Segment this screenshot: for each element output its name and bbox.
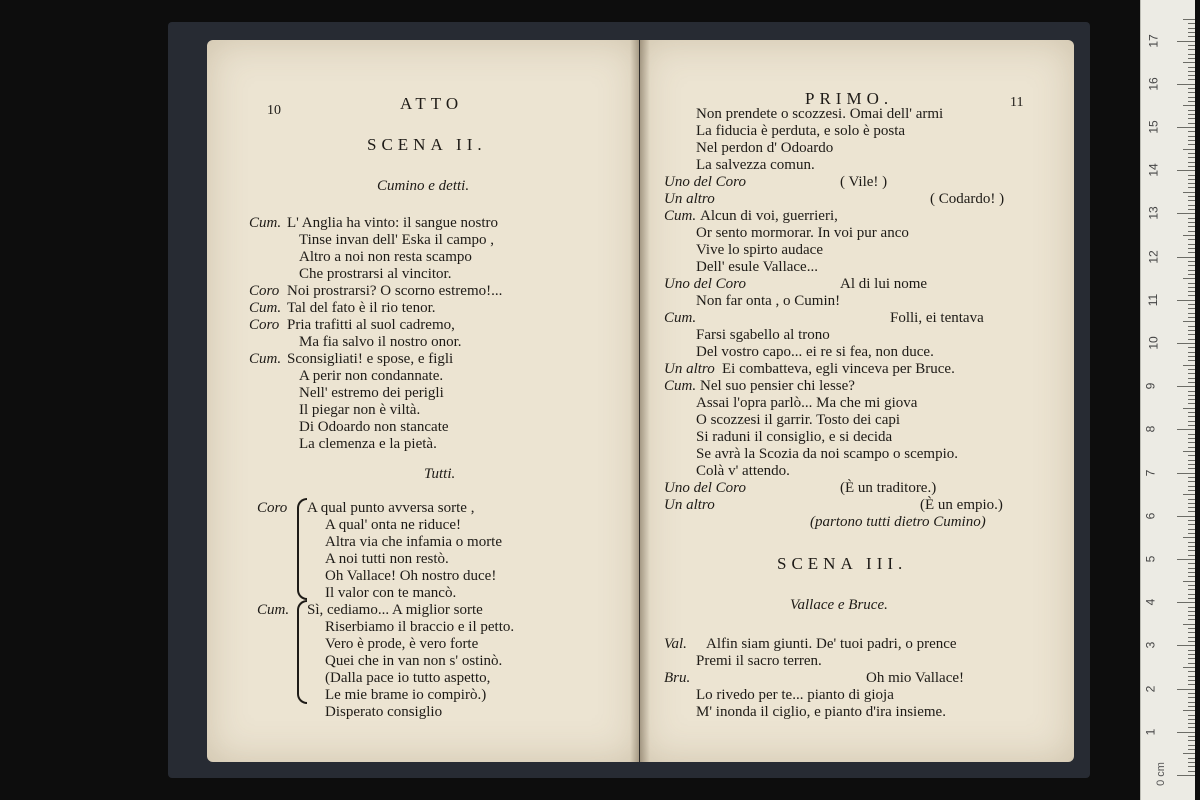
ruler-tick — [1177, 775, 1195, 776]
ruler-number: 1 — [1143, 728, 1158, 736]
verse-line: A qual' onta ne riduce! — [325, 517, 461, 533]
ruler-tick — [1183, 581, 1195, 582]
ruler-tick — [1188, 460, 1195, 461]
verse-line: Oh Vallace! Oh nostro duce! — [325, 568, 497, 584]
ruler-tick — [1188, 248, 1195, 249]
ruler-tick — [1188, 45, 1195, 46]
verse-line: Or sento mormorar. In voi pur anco — [696, 225, 909, 241]
verse-line: Premi il sacro terren. — [696, 653, 822, 669]
verse-line: Il valor con te mancò. — [325, 585, 457, 601]
ruler-tick — [1188, 632, 1195, 633]
ruler-tick — [1188, 503, 1195, 504]
ruler-tick — [1188, 274, 1195, 275]
verse-line: La salvezza comun. — [696, 157, 815, 173]
verse-line: Nel perdon d' Odoardo — [696, 140, 834, 156]
ruler-tick — [1188, 447, 1195, 448]
ruler-tick — [1188, 205, 1195, 206]
verse-line: Disperato consiglio — [325, 704, 443, 720]
ruler-tick — [1188, 97, 1195, 98]
ruler-tick — [1188, 36, 1195, 37]
ruler-tick — [1188, 533, 1195, 534]
verse-line: Riserbiamo il braccio e il petto. — [325, 619, 515, 635]
ruler-tick — [1183, 192, 1195, 193]
ruler-tick — [1188, 693, 1195, 694]
ruler-tick — [1188, 455, 1195, 456]
ruler-tick — [1177, 300, 1195, 301]
ruler-tick — [1188, 92, 1195, 93]
ruler-tick — [1188, 326, 1195, 327]
ruler-tick — [1188, 637, 1195, 638]
ruler-tick — [1183, 408, 1195, 409]
ruler-tick — [1188, 347, 1195, 348]
running-head: PRIMO. — [805, 89, 894, 108]
speaker-label: Val. — [664, 636, 687, 652]
ruler-tick — [1188, 611, 1195, 612]
ruler-tick — [1188, 442, 1195, 443]
ruler-tick — [1183, 710, 1195, 711]
ruler-tick — [1188, 486, 1195, 487]
verse-line: Folli, ei tentava — [890, 310, 984, 326]
ruler-tick — [1188, 563, 1195, 564]
verse-line: Noi prostrarsi? O scorno estremo!... — [287, 283, 503, 299]
ruler-tick — [1183, 365, 1195, 366]
verse-line: Nell' estremo dei perigli — [299, 385, 444, 401]
ruler-tick — [1188, 671, 1195, 672]
ruler-tick — [1188, 110, 1195, 111]
ruler-tick — [1188, 391, 1195, 392]
ruler-tick — [1188, 511, 1195, 512]
ruler-number: 3 — [1143, 642, 1158, 649]
ruler-tick — [1183, 235, 1195, 236]
ruler-tick — [1177, 386, 1195, 387]
speaker-label: Cum. — [249, 300, 282, 316]
ruler-tick — [1188, 727, 1195, 728]
speaker-label: Cum. — [257, 602, 290, 618]
ruler-tick — [1188, 585, 1195, 586]
ruler-tick — [1188, 663, 1195, 664]
ruler-tick — [1177, 559, 1195, 560]
verse-line: Se avrà la Scozia da noi scampo o scempio. — [696, 446, 959, 462]
ruler-tick — [1188, 131, 1195, 132]
ruler-tick — [1188, 499, 1195, 500]
ruler-tick — [1188, 153, 1195, 154]
ruler-tick — [1188, 334, 1195, 335]
ruler-tick — [1183, 149, 1195, 150]
ruler-tick — [1177, 645, 1195, 646]
verse-line: La fiducia è perduta, e solo è posta — [696, 123, 906, 139]
verse-line: Vive lo spirto audace — [696, 242, 823, 258]
ruler-tick — [1188, 54, 1195, 55]
ruler-tick — [1188, 304, 1195, 305]
speaker-label: Cum. — [664, 310, 697, 326]
ruler-tick — [1177, 732, 1195, 733]
ruler-tick — [1188, 520, 1195, 521]
ruler-unit: 0 cm — [1154, 762, 1167, 786]
ruler-tick — [1188, 438, 1195, 439]
ruler-tick — [1188, 546, 1195, 547]
ruler-tick — [1177, 473, 1195, 474]
ruler-tick — [1188, 23, 1195, 24]
ruler-number: 6 — [1143, 512, 1158, 520]
ruler-tick — [1183, 321, 1195, 322]
verse-line: L' Anglia ha vinto: il sangue nostro — [287, 215, 499, 231]
ruler-tick — [1188, 28, 1195, 29]
ruler-tick — [1183, 62, 1195, 63]
ruler-tick — [1177, 257, 1195, 258]
ruler-tick — [1188, 719, 1195, 720]
ruler-tick — [1188, 758, 1195, 759]
ruler-tick — [1188, 287, 1195, 288]
ruler-tick — [1188, 403, 1195, 404]
speaker-label: Un altro — [664, 497, 715, 513]
ruler-tick — [1188, 231, 1195, 232]
ruler-tick — [1188, 369, 1195, 370]
verse-line: Oh mio Vallace! — [866, 670, 965, 686]
page-number: 11 — [1010, 95, 1024, 110]
ruler-tick — [1188, 352, 1195, 353]
ruler-tick — [1188, 676, 1195, 677]
speaker-label: Cum. — [249, 351, 282, 367]
speaker-label: Uno del Coro — [664, 174, 746, 190]
ruler-number: 9 — [1143, 382, 1158, 390]
verse-line: Lo rivedo per te... pianto di gioja — [696, 687, 894, 703]
ruler-tick — [1188, 183, 1195, 184]
ruler-tick — [1188, 723, 1195, 724]
verse-line: (È un traditore.) — [840, 480, 937, 496]
verse-line: (È un empio.) — [920, 497, 1003, 513]
ruler-tick — [1188, 244, 1195, 245]
ruler-tick — [1188, 745, 1195, 746]
ruler-tick — [1188, 529, 1195, 530]
scene-title: SCENA II. — [367, 135, 487, 154]
ruler-tick — [1188, 330, 1195, 331]
verse-brace — [297, 498, 307, 600]
verse-line: Ei combatteva, egli vinceva per Bruce. — [722, 361, 955, 377]
ruler-tick — [1188, 706, 1195, 707]
ruler-tick — [1188, 283, 1195, 284]
verse-line: Del vostro capo... ei re si fea, non duce. — [696, 344, 934, 360]
ruler-tick — [1188, 736, 1195, 737]
ruler-tick — [1188, 658, 1195, 659]
ruler-tick — [1188, 749, 1195, 750]
ruler-tick — [1188, 123, 1195, 124]
ruler-tick — [1188, 261, 1195, 262]
verse-line: Di Odoardo non stancate — [299, 419, 449, 435]
ruler-tick — [1188, 356, 1195, 357]
ruler-tick — [1188, 270, 1195, 271]
verse-line: Sconsigliati! e spose, e figli — [287, 351, 454, 367]
verse-line: Il piegar non è viltà. — [299, 402, 421, 418]
verse-line: Tal del fato è il rio tenor. — [287, 300, 436, 316]
verse-line: (Dalla pace io tutto aspetto, — [325, 670, 491, 686]
ruler-tick — [1188, 75, 1195, 76]
ruler-number: 11 — [1146, 293, 1161, 307]
ruler-tick — [1188, 619, 1195, 620]
ruler-tick — [1188, 762, 1195, 763]
verse-line: Colà v' attendo. — [696, 463, 790, 479]
ruler-tick — [1188, 58, 1195, 59]
ruler-tick — [1188, 542, 1195, 543]
verse-line: Pria trafitti al suol cadremo, — [287, 317, 455, 333]
verse-line: A perir non condannate. — [299, 368, 444, 384]
ruler-tick — [1188, 32, 1195, 33]
ruler-tick — [1183, 494, 1195, 495]
ruler-tick — [1188, 594, 1195, 595]
verse-line: Ma fia salvo il nostro onor. — [299, 334, 462, 350]
ruler-tick — [1183, 667, 1195, 668]
verse-line: Al di lui nome — [840, 276, 928, 292]
speaker-label: Cum. — [664, 378, 697, 394]
tutti-label: Tutti. — [424, 466, 456, 482]
ruler-number: 5 — [1143, 555, 1158, 563]
verse-line: Altro a noi non resta scampo — [299, 249, 472, 265]
ruler-tick — [1188, 576, 1195, 577]
ruler-tick — [1188, 291, 1195, 292]
speaker-label: Cum. — [249, 215, 282, 231]
book-gutter — [630, 40, 650, 762]
ruler-tick — [1177, 516, 1195, 517]
ruler-tick — [1188, 265, 1195, 266]
ruler-tick — [1188, 179, 1195, 180]
ruler-tick — [1188, 101, 1195, 102]
ruler-tick — [1188, 373, 1195, 374]
ruler-tick — [1188, 607, 1195, 608]
speaker-label: Cum. — [664, 208, 697, 224]
ruler-tick — [1188, 187, 1195, 188]
ruler-tick — [1188, 157, 1195, 158]
verse-line: Le mie brame io compirò.) — [325, 687, 487, 703]
ruler-tick — [1177, 689, 1195, 690]
ruler-tick — [1188, 740, 1195, 741]
verse-line: Dell' esule Vallace... — [696, 259, 818, 275]
scene-cast: Cumino e detti. — [377, 178, 470, 194]
ruler-tick — [1188, 641, 1195, 642]
ruler-tick — [1188, 200, 1195, 201]
ruler-tick — [1188, 524, 1195, 525]
speaker-label: Un altro — [664, 191, 715, 207]
ruler-tick — [1188, 317, 1195, 318]
ruler-tick — [1188, 140, 1195, 141]
ruler-tick — [1188, 421, 1195, 422]
ruler-tick — [1188, 481, 1195, 482]
ruler-tick — [1188, 702, 1195, 703]
ruler-tick — [1188, 162, 1195, 163]
ruler-tick — [1188, 136, 1195, 137]
scene-cast: Vallace e Bruce. — [790, 597, 888, 613]
verse-line: Altra via che infamia o morte — [325, 534, 503, 550]
speaker-label: Bru. — [664, 670, 691, 686]
ruler-tick — [1183, 105, 1195, 106]
ruler-tick — [1188, 468, 1195, 469]
ruler-tick — [1188, 477, 1195, 478]
ruler-tick — [1177, 41, 1195, 42]
ruler-tick — [1177, 127, 1195, 128]
ruler-number: 16 — [1146, 77, 1161, 91]
verse-line: A qual punto avversa sorte , — [307, 500, 475, 516]
verse-line: Non prendete o scozzesi. Omai dell' armi — [696, 106, 944, 122]
ruler-tick — [1183, 278, 1195, 279]
ruler-tick — [1183, 753, 1195, 754]
ruler-tick — [1188, 88, 1195, 89]
ruler-tick — [1188, 378, 1195, 379]
ruler-tick — [1188, 144, 1195, 145]
verse-line: Vero è prode, è vero forte — [325, 636, 479, 652]
ruler-tick — [1177, 602, 1195, 603]
ruler-tick — [1188, 360, 1195, 361]
speaker-label: Coro — [257, 500, 288, 516]
ruler-tick — [1188, 412, 1195, 413]
ruler-tick — [1188, 416, 1195, 417]
ruler-number: 12 — [1146, 249, 1161, 264]
stage-direction: (partono tutti dietro Cumino) — [810, 514, 986, 530]
ruler-tick — [1188, 118, 1195, 119]
ruler-tick — [1188, 166, 1195, 167]
ruler-tick — [1183, 19, 1195, 20]
ruler-tick — [1188, 464, 1195, 465]
ruler-tick — [1188, 308, 1195, 309]
ruler-tick — [1177, 429, 1195, 430]
ruler-tick — [1188, 295, 1195, 296]
ruler-tick — [1188, 425, 1195, 426]
ruler-tick — [1188, 628, 1195, 629]
ruler-tick — [1188, 490, 1195, 491]
ruler-number: 7 — [1143, 469, 1158, 476]
verse-brace — [297, 600, 307, 704]
ruler-tick — [1188, 572, 1195, 573]
verse-line: Alfin siam giunti. De' tuoi padri, o prence — [706, 636, 957, 652]
ruler-number: 13 — [1146, 206, 1161, 221]
verse-line: ( Vile! ) — [840, 174, 888, 190]
ruler-tick — [1188, 684, 1195, 685]
ruler-tick — [1188, 222, 1195, 223]
ruler-tick — [1177, 213, 1195, 214]
ruler-tick — [1177, 343, 1195, 344]
verse-line: O scozzesi il garrir. Tosto dei capi — [696, 412, 901, 428]
ruler-tick — [1188, 114, 1195, 115]
ruler-tick — [1188, 239, 1195, 240]
ruler-tick — [1188, 71, 1195, 72]
ruler-tick — [1188, 589, 1195, 590]
ruler-tick — [1183, 537, 1195, 538]
ruler-tick — [1188, 79, 1195, 80]
ruler-number: 14 — [1146, 163, 1161, 177]
ruler-tick — [1188, 555, 1195, 556]
verse-line: Tinse invan dell' Eska il campo , — [299, 232, 495, 248]
ruler-number: 8 — [1143, 426, 1158, 433]
ruler-tick — [1188, 680, 1195, 681]
ruler-tick — [1177, 170, 1195, 171]
ruler-number: 2 — [1143, 685, 1158, 692]
ruler-tick — [1188, 550, 1195, 551]
ruler-tick — [1188, 395, 1195, 396]
ruler-tick — [1183, 451, 1195, 452]
speaker-label: Un altro — [664, 361, 715, 377]
ruler-tick — [1188, 196, 1195, 197]
verse-line: La clemenza e la pietà. — [299, 436, 437, 452]
ruler-tick — [1188, 339, 1195, 340]
ruler-tick — [1188, 507, 1195, 508]
ruler-tick — [1188, 382, 1195, 383]
speaker-label: Uno del Coro — [664, 480, 746, 496]
page-number: 10 — [267, 103, 281, 118]
ruler-tick — [1188, 715, 1195, 716]
ruler-tick — [1188, 598, 1195, 599]
right-page — [640, 40, 1074, 762]
verse-line: Quei che in van non s' ostinò. — [325, 653, 503, 669]
verse-line: Assai l'opra parlò... Ma che mi giova — [696, 395, 918, 411]
speaker-label: Coro — [249, 283, 280, 299]
ruler-tick — [1188, 49, 1195, 50]
verse-line: M' inonda il ciglio, e pianto d'ira insieme. — [696, 704, 946, 720]
verse-line: Alcun di voi, guerrieri, — [700, 208, 838, 224]
ruler-tick — [1188, 399, 1195, 400]
verse-line: Sì, cediamo... A miglior sorte — [307, 602, 483, 618]
ruler-tick — [1188, 218, 1195, 219]
ruler-tick — [1177, 84, 1195, 85]
ruler-tick — [1188, 209, 1195, 210]
ruler-tick — [1183, 624, 1195, 625]
ruler-number: 4 — [1143, 598, 1158, 606]
ruler-tick — [1188, 226, 1195, 227]
ruler-tick — [1188, 313, 1195, 314]
left-page — [207, 40, 639, 762]
ruler-tick — [1188, 252, 1195, 253]
running-head: ATTO — [400, 94, 464, 113]
verse-line: ( Codardo! ) — [930, 191, 1005, 207]
measurement-ruler — [1140, 0, 1195, 800]
ruler-number: 17 — [1146, 33, 1161, 48]
ruler-tick — [1188, 697, 1195, 698]
ruler-number: 15 — [1146, 120, 1161, 134]
ruler-tick — [1188, 650, 1195, 651]
ruler-number: 10 — [1146, 336, 1161, 350]
ruler-tick — [1188, 654, 1195, 655]
ruler-tick — [1188, 615, 1195, 616]
verse-line: Che prostrarsi al vincitor. — [299, 266, 452, 282]
verse-line: Non far onta , o Cumin! — [696, 293, 841, 309]
speaker-label: Uno del Coro — [664, 276, 746, 292]
ruler-tick — [1188, 175, 1195, 176]
verse-line: Nel suo pensier chi lesse? — [700, 378, 855, 394]
scene-title: SCENA III. — [777, 554, 908, 573]
ruler-tick — [1188, 766, 1195, 767]
ruler-tick — [1188, 568, 1195, 569]
ruler-tick — [1188, 434, 1195, 435]
ruler-tick — [1188, 67, 1195, 68]
verse-line: A noi tutti non restò. — [325, 551, 449, 567]
verse-line: Si raduni il consiglio, e si decida — [696, 429, 893, 445]
verse-line: Farsi sgabello al trono — [696, 327, 830, 343]
ruler-tick — [1188, 771, 1195, 772]
speaker-label: Coro — [249, 317, 280, 333]
